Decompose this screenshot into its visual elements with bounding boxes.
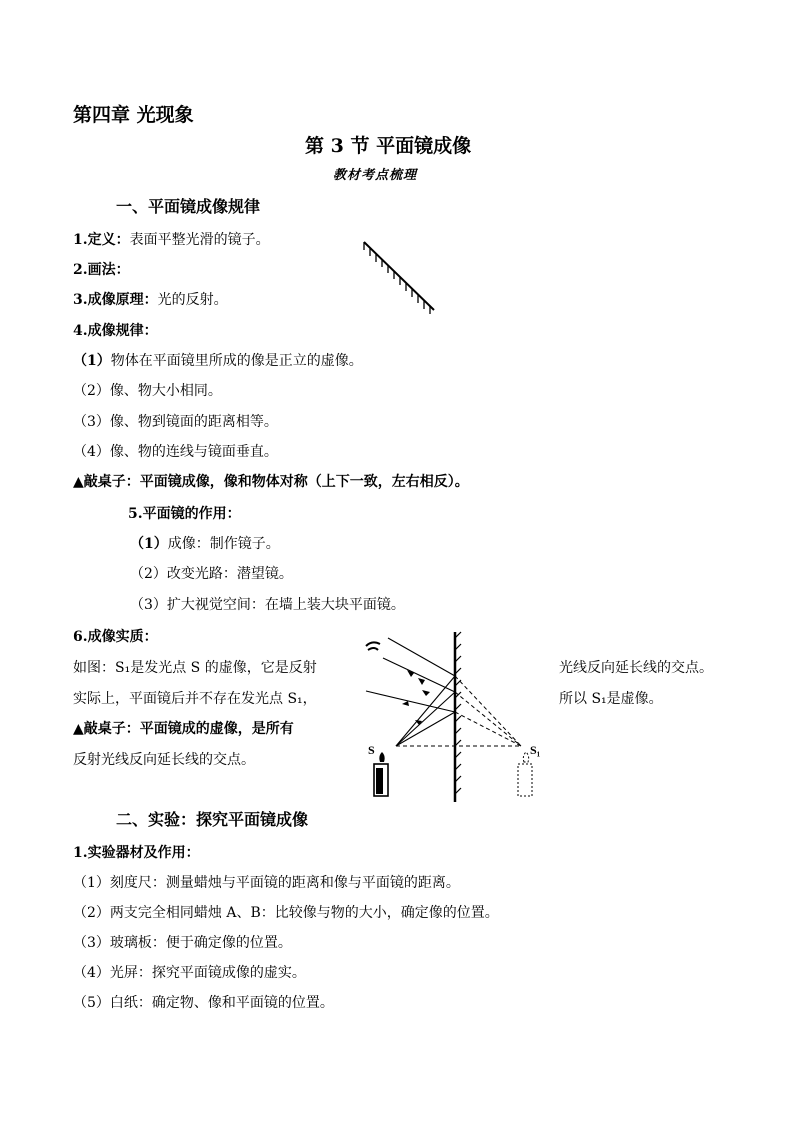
drawing-label: 2.画法： (73, 262, 130, 278)
part1-heading: 一、平面镜成像规律 (116, 197, 261, 216)
essence-label: 6.成像实质： (73, 629, 158, 645)
rule-item: （3）像、物到镜面的距离相等。 (73, 414, 278, 430)
definition-text: 表面平整光滑的镜子。 (129, 232, 270, 248)
essence-text-left-2: 实际上，平面镜后并不存在发光点 S₁， (73, 691, 317, 707)
rules-label: 4.成像规律： (73, 323, 158, 339)
drawing-line (73, 259, 130, 279)
rule-item: （1）物体在平面镜里所成的像是正立的虚像。 (73, 353, 363, 369)
rule-item: （4）像、物的连线与镜面垂直。 (73, 444, 278, 460)
use-item: （2）改变光路：潜望镜。 (130, 566, 293, 582)
material-item: （4）光屏：探究平面镜成像的虚实。 (73, 965, 306, 981)
label-s1: S₁ (530, 743, 541, 757)
definition-label: 1.定义： (73, 232, 130, 248)
definition-line (73, 229, 270, 249)
section-title: 第 3 节 平面镜成像 (305, 135, 472, 157)
note-virtual-image: ▲敲桌子：平面镜成的虚像，是所有 (73, 721, 294, 737)
principle-text: 光的反射。 (157, 292, 228, 308)
principle-line (73, 289, 228, 309)
material-item: （2）两支完全相同蜡烛 A、B：比较像与物的大小，确定像的位置。 (73, 905, 499, 921)
incident-rays (396, 676, 455, 746)
candle-object-icon (374, 752, 388, 796)
principle-label: 3.成像原理： (73, 292, 158, 308)
eye-icon (366, 642, 380, 650)
material-item: （3）玻璃板：便于确定像的位置。 (73, 935, 292, 951)
uses-label: 5.平面镜的作用： (128, 506, 241, 522)
materials-label: 1.实验器材及作用： (73, 845, 200, 861)
essence-text-left-1: 如图：S₁是发光点 S 的虚像，它是反射 (73, 660, 317, 676)
plane-mirror-symbol (356, 236, 444, 316)
essence-text-right-1: 光线反向延长线的交点。 (559, 660, 713, 676)
material-item: （1）刻度尺：测量蜡烛与平面镜的距离和像与平面镜的距离。 (73, 875, 460, 891)
use-item: （1）成像：制作镜子。 (130, 536, 280, 552)
subtitle: 教材考点梳理 (333, 168, 418, 183)
essence-text-right-2: 所以 S₁是虚像。 (559, 691, 663, 707)
chapter-title: 第四章 光现象 (73, 104, 194, 126)
use-item: （3）扩大视觉空间：在墙上装大块平面镜。 (130, 597, 405, 613)
note-virtual-image-cont: 反射光线反向延长线的交点。 (73, 752, 255, 768)
mirror-reflection-diagram (358, 628, 558, 808)
material-item: （5）白纸：确定物、像和平面镜的位置。 (73, 995, 334, 1011)
candle-image-icon (518, 752, 532, 796)
label-s: S (368, 743, 375, 757)
rule-item: （2）像、物大小相同。 (73, 383, 222, 399)
part2-heading: 二、实验：探究平面镜成像 (116, 810, 309, 829)
note-symmetry: ▲敲桌子：平面镜成像，像和物体对称（上下一致，左右相反）。 (73, 474, 469, 490)
